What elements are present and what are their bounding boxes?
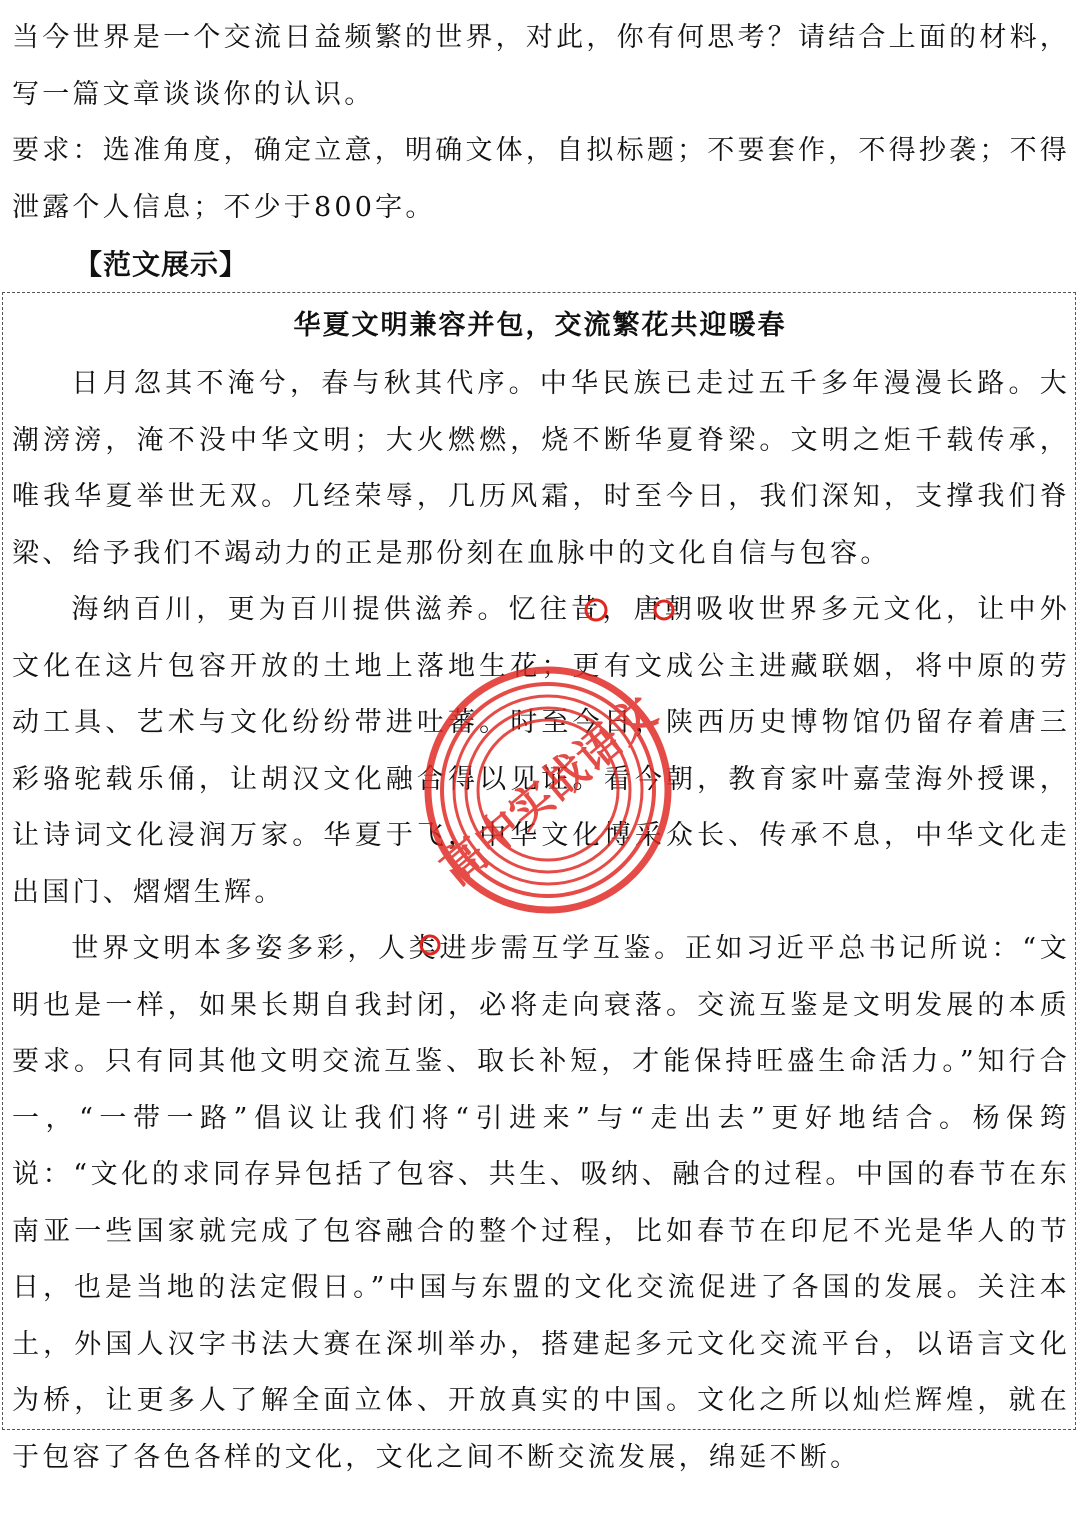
section-label: 【范文展示】 <box>74 248 249 281</box>
essay-title: 华夏文明兼容并包，交流繁花共迎暖春 <box>293 310 787 341</box>
essay-paragraph: 世界文明本多姿多彩，人类进步需互学互鉴。正如习近平总书记所说：“文明也是一样，如果长期自我封闭，必将走向衰落。交流互鉴是文明发展的本质要求。只有同其他文明交流互鉴、取长补短，才能保持旺盛生命活力。”知行合一，“一带一路”倡议让我们将“引进来”与“走出去”更好地结合。杨保筠说：“文化的求同存异包括了包容、共生、吸纳、融合的过程。中国的春节在东南亚一些国家就完成了包容融合的整个过程，比如春节在印尼不光是华人的节日，也是当地的法定假日。”中国与东盟的文化交流促进了各国的发展。关注本土，外国人汉字书法大赛在深圳举办，搭建起多元文化交流平台，以语言文化为桥，让更多人了解全面立体、开放真实的中国。文化之所以灿烂辉煌，就在于包容了各色各样的文化，文化之间不断交流发展，绵延不断。 <box>12 933 1070 1473</box>
writing-prompt <box>12 10 1070 236</box>
prompt-requirements: 要求：选准角度，确定立意，明确文体，自拟标题；不要套作，不得抄袭；不得泄露个人信息；不少于800字。 <box>12 135 1070 223</box>
essay-paragraph: 海纳百川，更为百川提供滋养。忆往昔，唐朝吸收世界多元文化，让中外文化在这片包容开放的土地上落地生花；更有文成公主进藏联姻，将中原的劳动工具、艺术与文化纷纷带进吐蕃。时至今日，陕西历史博物馆仍留存着唐三彩骆驼载乐俑，让胡汉文化融合得以见证。看今朝，教育家叶嘉莹海外授课，让诗词文化浸润万家。华夏于飞，中华文化博采众长、传承不息，中华文化走出国门、熠熠生辉。 <box>12 594 1070 908</box>
watermark-text: 高中实战语文 <box>431 686 667 896</box>
essay-paragraph: 日月忽其不淹兮，春与秋其代序。中华民族已走过五千多年漫漫长路。大潮滂滂，淹不没中华文明；大火燃燃，烧不断华夏脊梁。文明之炬千载传承，唯我华夏举世无双。几经荣辱，几历风霜，时至今日，我们深知，支撑我们脊梁、给予我们不竭动力的正是那份刻在血脉中的文化自信与包容。 <box>12 368 1070 569</box>
essay-body <box>12 356 1070 1486</box>
prompt-paragraph: 当今世界是一个交流日益频繁的世界，对此，你有何思考？请结合上面的材料，写一篇文章谈谈你的认识。 <box>12 22 1070 110</box>
